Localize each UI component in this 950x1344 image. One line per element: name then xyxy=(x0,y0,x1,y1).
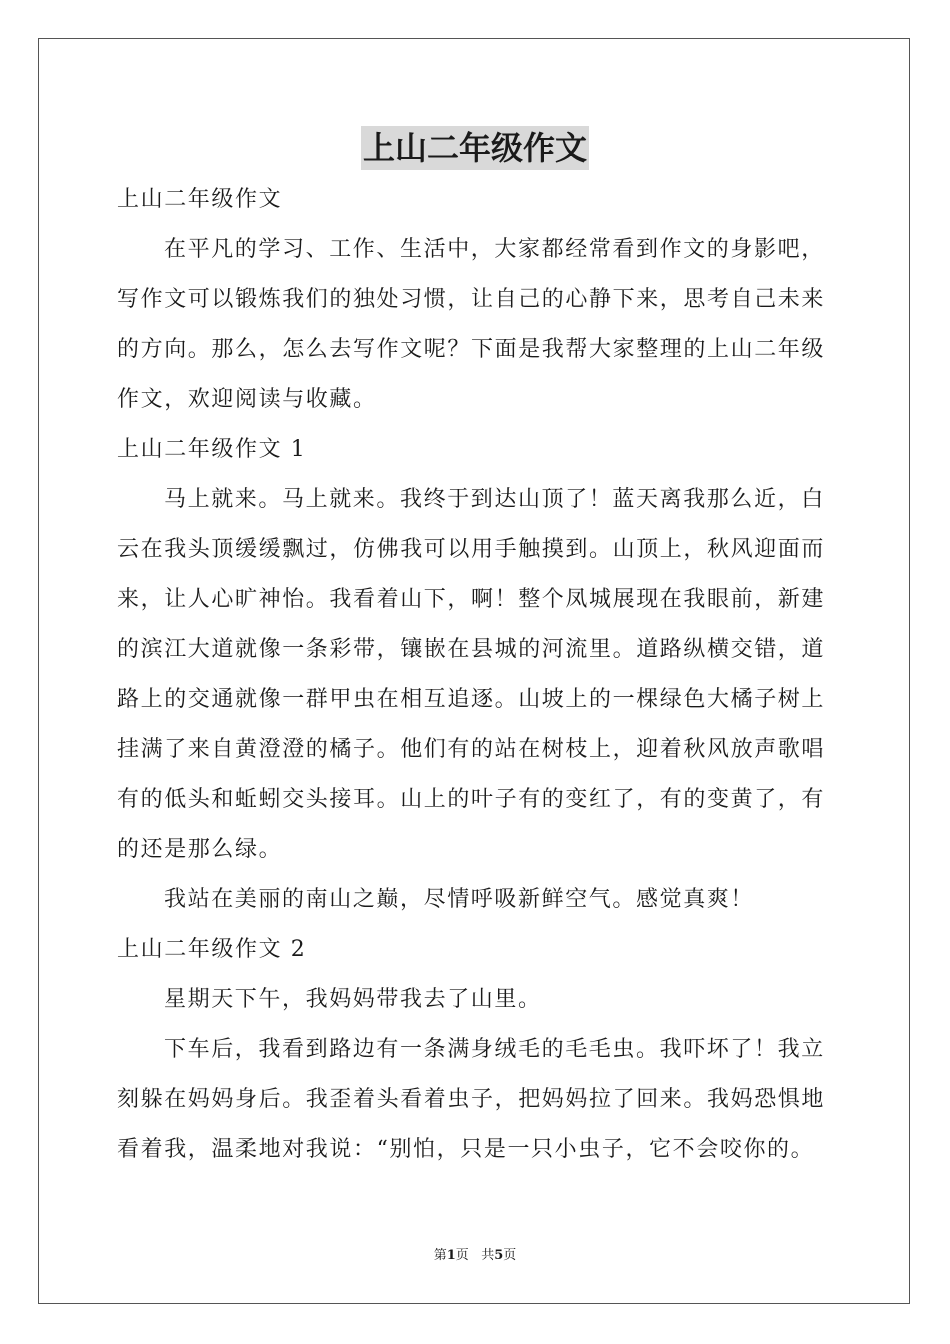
footer-total-prefix: 共 xyxy=(481,1248,495,1263)
text-line: 作文，欢迎阅读与收藏。 xyxy=(117,387,377,412)
text-line: 上山二年级作文 2 xyxy=(117,937,307,962)
text-line: 星期天下午，我妈妈带我去了山里。 xyxy=(164,987,542,1012)
title-container xyxy=(0,126,950,170)
footer-total-suffix: 页 xyxy=(503,1248,517,1263)
text-line: 的方向。那么，怎么去写作文呢？下面是我帮大家整理的上山二年级 xyxy=(117,337,826,362)
text-line: 刻躲在妈妈身后。我歪着头看着虫子，把妈妈拉了回来。我妈恐惧地 xyxy=(117,1087,826,1112)
text-line: 上山二年级作文 xyxy=(117,187,283,212)
footer-page-prefix: 第 xyxy=(433,1248,447,1263)
text-line: 路上的交通就像一群甲虫在相互追逐。山坡上的一棵绿色大橘子树上 xyxy=(117,687,826,712)
text-line: 写作文可以锻炼我们的独处习惯，让自己的心静下来，思考自己未来 xyxy=(117,287,826,312)
text-line: 我站在美丽的南山之巅，尽情呼吸新鲜空气。感觉真爽！ xyxy=(164,887,755,912)
footer-page-suffix: 页 xyxy=(455,1248,469,1263)
text-line: 云在我头顶缓缓飘过，仿佛我可以用手触摸到。山顶上，秋风迎面而 xyxy=(117,537,826,562)
footer-page-total: 5 xyxy=(494,1248,504,1263)
document-title: 上山二年级作文 xyxy=(361,126,589,170)
text-line: 马上就来。马上就来。我终于到达山顶了！蓝天离我那么近，白 xyxy=(164,487,825,512)
text-line: 看着我，温柔地对我说：“别怕，只是一只小虫子，它不会咬你的。 xyxy=(117,1137,815,1162)
text-line: 来，让人心旷神怡。我看着山下，啊！整个凤城展现在我眼前，新建 xyxy=(117,587,826,612)
footer-page-current: 1 xyxy=(446,1248,456,1263)
document-body xyxy=(117,175,833,1175)
text-line: 下车后，我看到路边有一条满身绒毛的毛毛虫。我吓坏了！我立 xyxy=(164,1037,825,1062)
text-line: 上山二年级作文 1 xyxy=(117,437,307,462)
text-line: 有的低头和蚯蚓交头接耳。山上的叶子有的变红了，有的变黄了，有 xyxy=(117,787,826,812)
text-line: 在平凡的学习、工作、生活中，大家都经常看到作文的身影吧， xyxy=(164,237,825,262)
text-line: 挂满了来自黄澄澄的橘子。他们有的站在树枝上，迎着秋风放声歌唱 xyxy=(117,737,826,762)
text-line: 的滨江大道就像一条彩带，镶嵌在县城的河流里。道路纵横交错，道 xyxy=(117,637,826,662)
text-line: 的还是那么绿。 xyxy=(117,837,283,862)
page-footer xyxy=(0,1247,950,1265)
